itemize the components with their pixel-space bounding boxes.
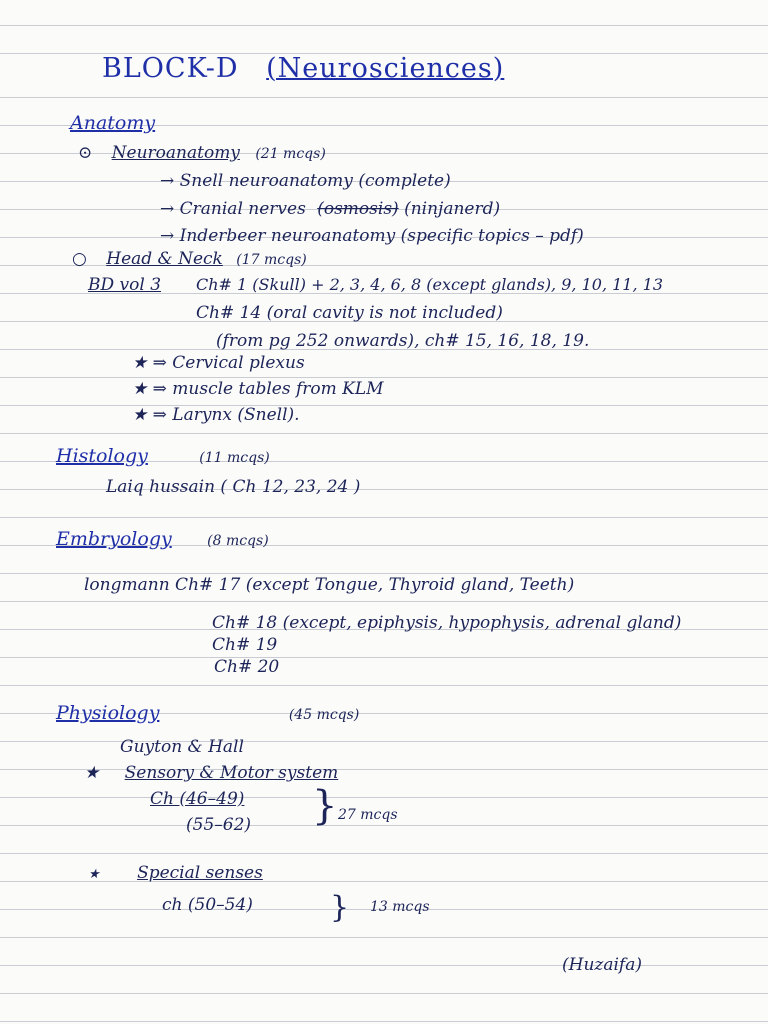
neuro-item-cranial-text: → Cranial nerves bbox=[160, 199, 306, 219]
sensory-count: 27 mcqs bbox=[338, 807, 398, 823]
neuroanatomy-row bbox=[78, 142, 326, 165]
sensory-line: (55–62) bbox=[186, 815, 252, 835]
neuroanatomy-count: (21 mcqs) bbox=[255, 146, 326, 162]
brace-icon: } bbox=[330, 890, 350, 925]
circle-bullet-icon: ⊙ bbox=[78, 143, 93, 163]
bd-label: BD vol 3 bbox=[88, 275, 162, 295]
neuro-item-inderbeer: → Inderbeer neuroanatomy (specific topics – pdf) bbox=[160, 226, 584, 246]
sensory-label: Sensory & Motor system bbox=[124, 763, 339, 783]
embryology-count: (8 mcqs) bbox=[207, 533, 269, 549]
special-count: 13 mcqs bbox=[370, 899, 430, 915]
page-title bbox=[102, 53, 505, 84]
special-label: Special senses bbox=[137, 863, 263, 883]
embryology-line: longmann Ch# 17 (except Tongue, Thyroid gland, Teeth) bbox=[84, 575, 575, 595]
sensory-row bbox=[84, 762, 338, 784]
neuro-item-cranial bbox=[160, 198, 500, 220]
star-item: ★ ⇒ Cervical plexus bbox=[132, 353, 305, 373]
title-main: BLOCK-D bbox=[102, 53, 239, 84]
embryology-row bbox=[56, 528, 269, 552]
neuro-item-struck: (osmosis) bbox=[317, 199, 399, 219]
head-neck-row bbox=[72, 248, 307, 271]
embryology-heading: Embryology bbox=[56, 528, 172, 550]
head-neck-label: Head & Neck bbox=[106, 249, 223, 269]
neuro-item-ninjanerd: (ninjanerd) bbox=[404, 199, 501, 219]
embryology-line: Ch# 19 bbox=[212, 635, 278, 655]
neuro-item-snell: → Snell neuroanatomy (complete) bbox=[160, 171, 451, 191]
title-subtitle: (Neurosciences) bbox=[266, 53, 505, 84]
signature: (Huzaifa) bbox=[562, 955, 642, 975]
special-line: ch (50–54) bbox=[162, 895, 253, 915]
physiology-heading: Physiology bbox=[56, 702, 160, 724]
physiology-row bbox=[56, 702, 359, 726]
histology-row bbox=[56, 445, 270, 469]
brace-icon: } bbox=[312, 783, 338, 829]
anatomy-heading: Anatomy bbox=[70, 112, 156, 134]
physiology-count: (45 mcqs) bbox=[288, 707, 360, 723]
bd-line: (from pg 252 onwards), ch# 15, 16, 18, 19. bbox=[216, 331, 590, 351]
sensory-line: Ch (46–49) bbox=[150, 789, 245, 809]
star-item: ★ ⇒ muscle tables from KLM bbox=[132, 379, 384, 399]
neuroanatomy-label: Neuroanatomy bbox=[111, 143, 240, 163]
star-bullet-icon: ★ bbox=[88, 867, 100, 882]
embryology-line: Ch# 20 bbox=[214, 657, 280, 677]
special-row bbox=[88, 862, 263, 886]
embryology-line: Ch# 18 (except, epiphysis, hypophysis, adrenal gland) bbox=[212, 613, 682, 633]
star-item: ★ ⇒ Larynx (Snell). bbox=[132, 405, 300, 425]
star-bullet-icon: ★ bbox=[84, 763, 100, 783]
circle-bullet-icon: ○ bbox=[72, 249, 87, 269]
physiology-book: Guyton & Hall bbox=[120, 737, 244, 757]
bd-line: Ch# 14 (oral cavity is not included) bbox=[196, 303, 503, 323]
bd-line: Ch# 1 (Skull) + 2, 3, 4, 6, 8 (except glands), 9, 10, 11, 13 bbox=[196, 275, 663, 294]
histology-count: (11 mcqs) bbox=[199, 450, 270, 466]
histology-line: Laiq hussain ( Ch 12, 23, 24 ) bbox=[106, 477, 361, 497]
head-neck-count: (17 mcqs) bbox=[236, 252, 307, 268]
histology-heading: Histology bbox=[56, 445, 148, 467]
